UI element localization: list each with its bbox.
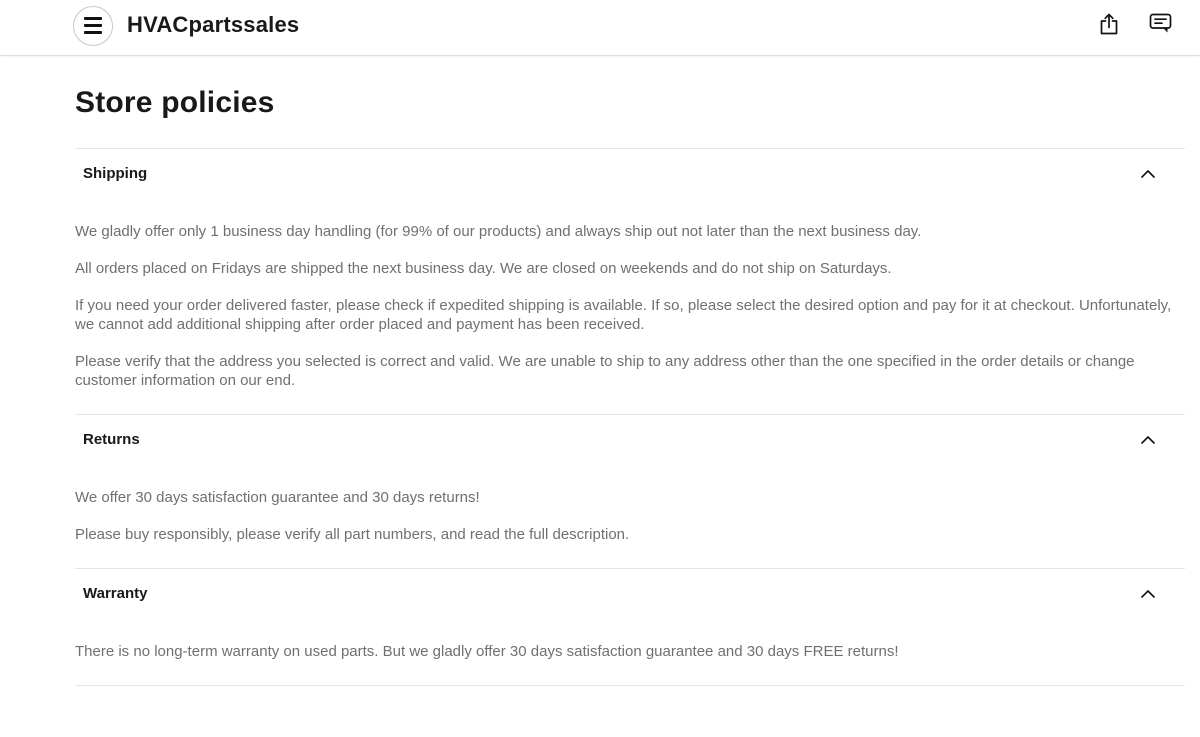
section-content-warranty [75,618,1185,685]
accordion-header-warranty[interactable] [75,569,1185,618]
accordion-header-returns[interactable] [75,415,1185,464]
section-content-returns [75,464,1185,568]
policy-paragraph: There is no long-term warranty on used parts. But we gladly offer 30 days satisfaction guarantee and 30 days FREE returns! [75,643,899,660]
policy-paragraph: If you need your order delivered faster, please check if expedited shipping is available. If so, please select the desired option and pay for it at checkout. Unfortunately, we cannot add additional shipping after order placed and payment has been received. [75,297,1172,333]
share-button[interactable] [1099,13,1119,35]
page-title: Store policies [75,86,275,119]
share-icon [1099,13,1119,35]
policy-paragraph: Please buy responsibly, please verify all part numbers, and read the full description. [75,526,630,543]
section-label: Warranty [83,585,148,602]
chat-bubble-icon [1149,13,1172,34]
policy-section-shipping [75,148,1185,414]
header-right [1099,13,1172,35]
policy-section-warranty [75,568,1185,685]
policy-paragraph: We offer 30 days satisfaction guarantee and 30 days returns! [75,489,480,506]
policy-accordion [75,148,1185,686]
store-policies-page [75,86,1185,686]
chevron-up-icon[interactable] [1141,590,1155,598]
section-content-shipping [75,198,1185,414]
store-header [0,0,1200,56]
chevron-up-icon[interactable] [1141,436,1155,444]
header-left [73,10,299,46]
policy-paragraph: All orders placed on Fridays are shipped the next business day. We are closed on weekends and do not ship on Saturdays. [75,260,892,277]
policy-paragraph: Please verify that the address you selected is correct and valid. We are unable to ship to any address other than the one specified in the order details or change customer information on our end. [75,353,1135,389]
hamburger-menu-icon [84,17,102,20]
section-label: Shipping [83,165,148,182]
policy-paragraph: We gladly offer only 1 business day handling (for 99% of our products) and always ship out not later than the next business day. [75,223,922,240]
contact-button[interactable] [1149,13,1172,34]
section-label: Returns [83,431,140,448]
chevron-up-icon[interactable] [1141,170,1155,178]
menu-button[interactable] [73,6,113,46]
policy-section-returns [75,414,1185,568]
store-name[interactable]: HVACpartssales [127,11,300,37]
accordion-header-shipping[interactable] [75,149,1185,198]
